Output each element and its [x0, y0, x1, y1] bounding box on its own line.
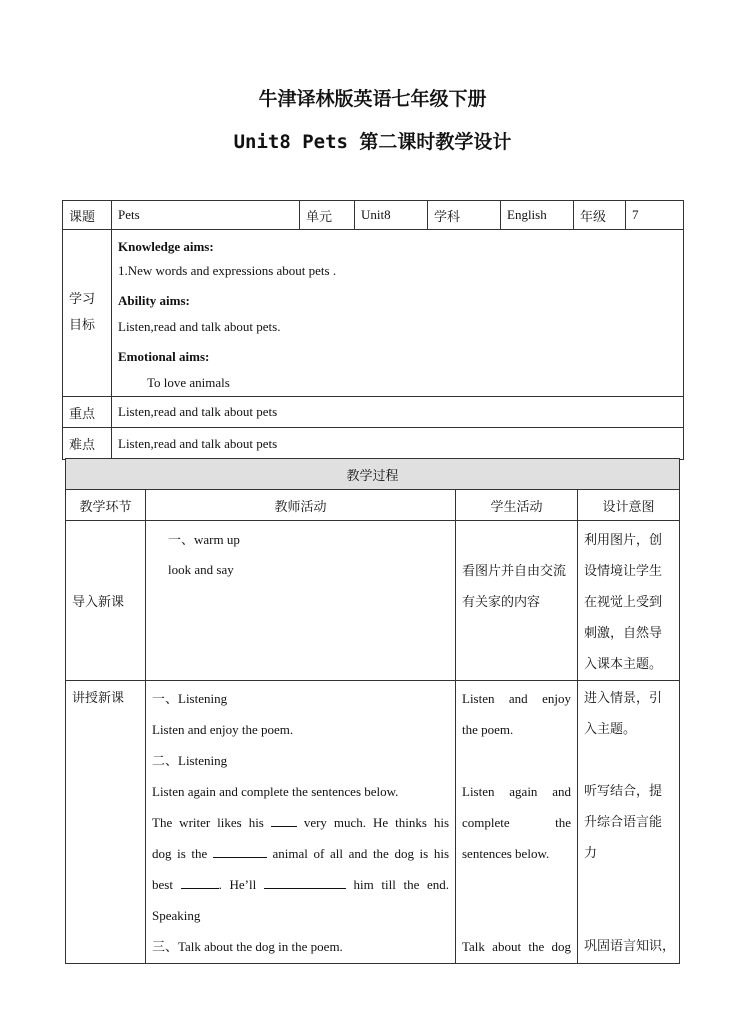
intent-new-line: 巩固语言知识， [584, 939, 676, 954]
teacher-intro-line: look and say [168, 562, 234, 577]
aims-label [63, 230, 112, 397]
answer-blank [271, 814, 297, 827]
topic-label: 课题 [63, 201, 112, 230]
answer-blank [213, 845, 267, 858]
fill-sentence-line [152, 838, 449, 869]
teacher-new-line: 一、Listening [152, 691, 228, 706]
teacher-intro-line: 一、warm up [168, 532, 240, 547]
aims-label-line2: 目标 [69, 318, 96, 333]
stage-new: 讲授新课 [66, 681, 146, 964]
difficult-point-label: 难点 [63, 428, 112, 460]
sentence-part: dog is the [152, 846, 208, 861]
emotional-aims-text: To love animals [147, 375, 230, 390]
intent-new [578, 681, 680, 964]
process-table [65, 458, 680, 964]
teacher-new-line: 三、Talk about the dog in the poem. [152, 939, 343, 954]
emotional-aims-title: Emotional aims: [118, 349, 210, 364]
process-header-row [66, 490, 680, 521]
sentence-part: animal of all and the dog is his [272, 846, 450, 861]
fill-sentence-line [152, 869, 449, 900]
difficult-point-row [63, 428, 684, 460]
ability-aims-title: Ability aims: [118, 293, 190, 308]
student-new-line: Listen and enjoy [462, 691, 571, 706]
teacher-new [146, 681, 456, 964]
answer-blank [264, 876, 346, 889]
sentence-part: best [152, 877, 173, 892]
student-new-line: complete the [462, 815, 571, 830]
grade-label: 年级 [574, 201, 626, 230]
intent-new-line: 进入情景，引 [584, 691, 663, 706]
teacher-new-line: Speaking [152, 908, 201, 923]
knowledge-aims-title: Knowledge aims: [118, 239, 214, 254]
info-row [63, 201, 684, 230]
sentence-part: him till the end. [353, 877, 450, 892]
unit-value: Unit8 [355, 201, 428, 230]
student-new [456, 681, 578, 964]
intent-new-line: 升综合语言能 [584, 815, 663, 830]
header-student: 学生活动 [456, 490, 578, 521]
process-title: 教学过程 [66, 459, 680, 490]
intent-new-line: 入主题。 [584, 722, 637, 737]
difficult-point-text: Listen,read and talk about pets [112, 428, 684, 460]
student-new-line: sentences below. [462, 846, 550, 861]
aims-label-line1: 学习 [69, 292, 96, 307]
key-point-row [63, 397, 684, 428]
intent-new-line: 力 [584, 846, 598, 861]
aims-row [63, 230, 684, 397]
header-intent: 设计意图 [578, 490, 680, 521]
topic-value: Pets [112, 201, 300, 230]
student-new-line: Talk about the dog [462, 939, 571, 954]
grade-value: 7 [626, 201, 684, 230]
sentence-part: very much. He thinks his [303, 815, 450, 830]
info-table [62, 200, 684, 460]
process-row-new [66, 681, 680, 964]
subject-value: English [501, 201, 574, 230]
knowledge-aims-text: 1.New words and expressions about pets . [118, 263, 337, 278]
student-new-line: Listen again and [462, 784, 571, 799]
aims-content [112, 230, 684, 397]
student-intro: 看图片并自由交流有关家的内容 [456, 521, 578, 681]
subject-label: 学科 [428, 201, 501, 230]
sentence-part: . He’ll [218, 877, 257, 892]
teacher-intro [146, 521, 456, 681]
key-point-text: Listen,read and talk about pets [112, 397, 684, 428]
process-title-row [66, 459, 680, 490]
stage-intro: 导入新课 [66, 521, 146, 681]
header-stage: 教学环节 [66, 490, 146, 521]
teacher-new-line: Listen again and complete the sentences below. [152, 784, 399, 799]
header-teacher: 教师活动 [146, 490, 456, 521]
unit-label: 单元 [300, 201, 355, 230]
process-row-intro [66, 521, 680, 681]
document-subtitle: Unit8 Pets 第二课时教学设计 [233, 131, 512, 153]
sentence-part: The writer likes his [152, 815, 264, 830]
ability-aims-text: Listen,read and talk about pets. [118, 319, 281, 334]
document-title: 牛津译林版英语七年级下册 [258, 88, 487, 110]
student-new-line: the poem. [462, 722, 514, 737]
teacher-new-line: Listen and enjoy the poem. [152, 722, 294, 737]
teacher-new-line: 二、Listening [152, 753, 228, 768]
intent-intro: 利用图片，创设情境让学生在视觉上受到刺激，自然导入课本主题。 [578, 521, 680, 681]
intent-new-line: 听写结合，提 [584, 784, 663, 799]
fill-sentence-line [152, 807, 449, 838]
key-point-label: 重点 [63, 397, 112, 428]
answer-blank [181, 876, 219, 889]
